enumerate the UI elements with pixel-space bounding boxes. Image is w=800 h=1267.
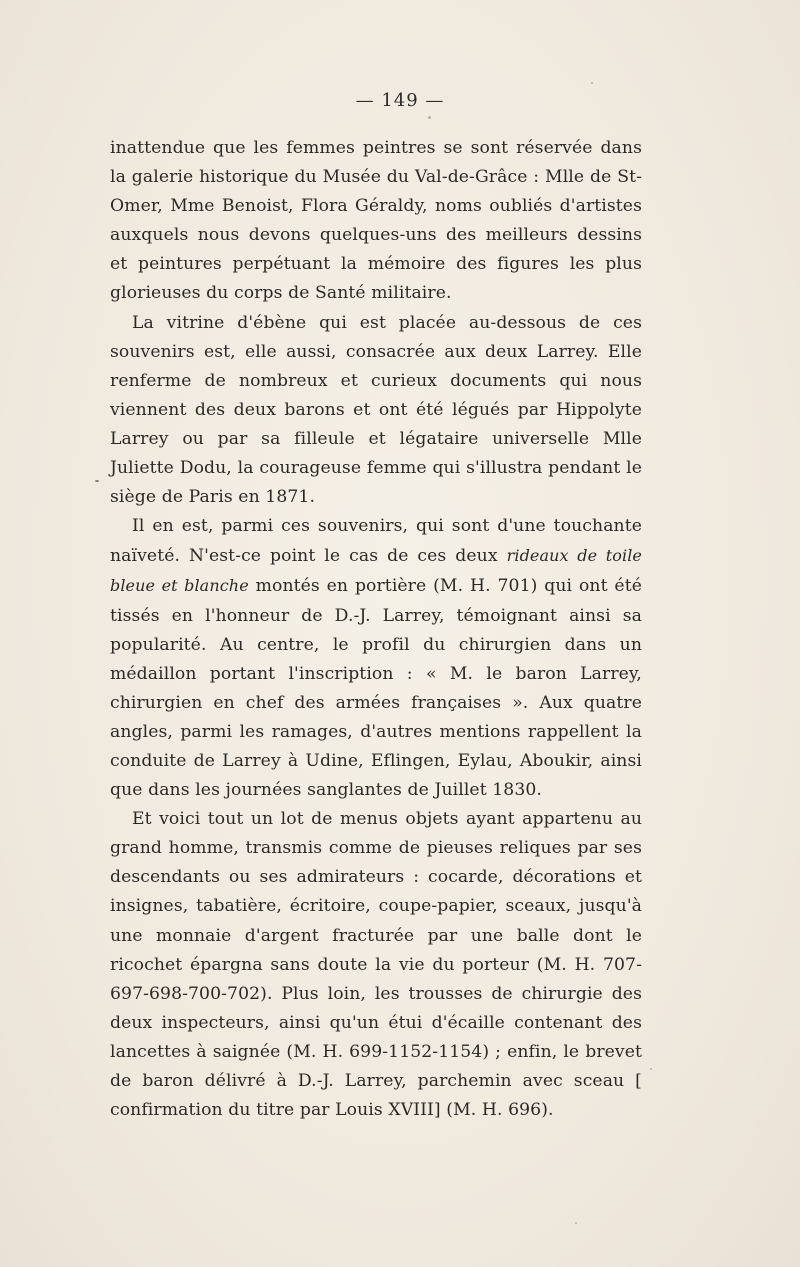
- text-segment: Il en est, parmi ces souvenirs, qui sont d'une touchante naïveté. N'est-ce point le cas de ces deux: [110, 516, 642, 567]
- paper-speck: [95, 480, 99, 482]
- paper-speck: [575, 1222, 577, 1224]
- paragraph: [110, 512, 642, 805]
- text-segment: Et voici tout un lot de menus objets ayant appartenu au grand homme, transmis comme de pieuses reliques par ses descendants ou ses admirateurs : cocarde, décorations et insignes, tabatière, écritoire, coupe-papier, sceaux, jusqu'à une monnaie d'argent fracturée par une balle dont le ricochet épargna sans doute la vie du porteur (M. H. 707-697-698-700-702). Plus loin, les trousses de chirurgie des deux inspecteurs, ainsi qu'un étui d'écaille contenant des lancettes à saignée (M. H. 699-1152-1154) ; enfin, le brevet de baron délivré à D.-J. Larrey, parchemin avec sceau [ confirmation du titre par Louis XVIII] (M. H. 696).: [110, 809, 642, 1121]
- text-segment: inattendue que les femmes peintres se sont réservée dans la galerie historique du Musée du Val-de-Grâce : Mlle de St-Omer, Mme Benoist, Flora Géraldy, noms oubliés d'artistes auxquels nous devons quelques-uns des meilleurs dessins et peintures perpétuant la mémoire des figures les plus glorieuses du corps de Santé militaire.: [110, 138, 642, 304]
- text-segment: montés en portière (M. H. 701) qui ont été tissés en l'honneur de D.-J. Larrey, témoignant ainsi sa popularité. Au centre, le profil du chirurgien dans un médaillon portant l'inscription : « M. le baron Larrey, chirurgien en chef des armées françaises ». Aux quatre angles, parmi les ramages, d'autres mentions rappellent la conduite de Larrey à Udine, Eflingen, Eylau, Aboukir, ainsi que dans les journées sanglantes de Juillet 1830.: [110, 576, 642, 801]
- paragraph: [110, 134, 642, 309]
- text-segment: La vitrine d'ébène qui est placée au-dessous de ces souvenirs est, elle aussi, consacrée aux deux Larrey. Elle renferme de nombreux et curieux documents qui nous viennent des deux barons et ont été légués par Hippolyte Larrey ou par sa filleule et légataire universelle Mlle Juliette Dodu, la courageuse femme qui s'illustra pendant le siège de Paris en 1871.: [110, 312, 642, 508]
- body-text: [110, 134, 642, 1125]
- page-number: — 149 —: [355, 90, 445, 111]
- paper-speck: [650, 1068, 652, 1070]
- italic-phrase: rideaux de toile bleue et blanche: [110, 546, 642, 596]
- paragraph: [110, 805, 642, 1125]
- paragraph: [110, 309, 642, 513]
- paper-speck: [591, 82, 593, 84]
- paper-speck: [428, 116, 431, 119]
